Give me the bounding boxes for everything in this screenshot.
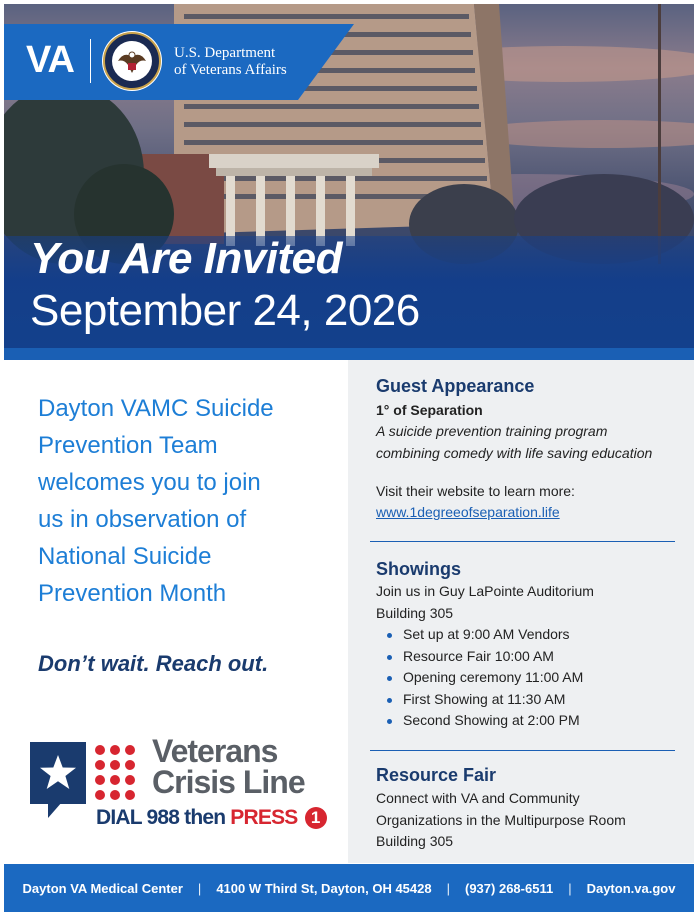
showings-location (376, 581, 686, 624)
schedule-item: Set up at 9:00 AM Vendors (386, 624, 583, 646)
program-desc-line-1: A suicide prevention training program (376, 423, 608, 439)
hero-divider (4, 348, 694, 360)
schedule-item: Opening ceremony 11:00 AM (386, 667, 583, 689)
guest-appearance-heading: Guest Appearance (376, 376, 535, 396)
welcome-line: welcomes you to join (38, 469, 261, 496)
resource-line-2: Organizations in the Multipurpose Room (376, 811, 626, 828)
schedule-item: Second Showing at 2:00 PM (386, 710, 583, 732)
invite-headline: You Are Invited (30, 234, 342, 283)
va-seal-icon (102, 31, 162, 91)
dial-instructions (96, 806, 327, 830)
welcome-message (38, 390, 338, 612)
footer-separator: | (568, 880, 572, 896)
footer-separator: | (197, 880, 202, 896)
welcome-line: Prevention Month (38, 580, 227, 607)
resource-line-1: Connect with VA and Community (376, 790, 580, 806)
va-logo: VA (26, 39, 74, 81)
header-divider (90, 39, 91, 83)
resource-fair-heading: Resource Fair (376, 765, 497, 785)
program-name: 1° of Separation (376, 402, 483, 418)
veterans-crisis-line-logo (30, 733, 321, 838)
footer-bar (4, 864, 694, 912)
event-date: September 24, 2026 (30, 286, 420, 335)
program-desc-line-2: combining comedy with life saving education (376, 444, 653, 461)
program-description (376, 421, 686, 464)
visit-website-text: Visit their website to learn more: (376, 483, 575, 499)
dept-line-2: of Veterans Affairs (174, 62, 287, 78)
dots-grid-icon (94, 744, 148, 800)
welcome-line: Prevention Team (38, 432, 218, 459)
welcome-line: us in observation of (38, 506, 247, 533)
resource-line-3: Building 305 (376, 833, 454, 849)
department-name (174, 45, 287, 79)
footer-facility-name: Dayton VA Medical Center (22, 880, 183, 896)
crisis-title-line-1: Veterans (152, 733, 278, 769)
showings-heading: Showings (376, 559, 461, 579)
dial-text: DIAL 988 then (96, 806, 226, 829)
star-icon (38, 752, 78, 792)
showings-schedule-list (386, 624, 583, 732)
press-number-badge: 1 (305, 807, 327, 829)
section-divider (370, 750, 675, 751)
schedule-item: First Showing at 11:30 AM (386, 689, 583, 711)
welcome-line: National Suicide (38, 543, 212, 570)
resource-fair-details (376, 788, 686, 853)
schedule-item: Resource Fair 10:00 AM (386, 646, 583, 668)
footer-address: 4100 W Third St, Dayton, OH 45428 (216, 880, 432, 896)
program-website-link[interactable]: www.1degreeofseparation.life (376, 504, 560, 520)
dept-line-1: U.S. Department (174, 45, 276, 61)
location-line-1: Join us in Guy LaPointe Auditorium (376, 583, 594, 599)
section-divider (370, 541, 675, 542)
footer-separator: | (446, 880, 450, 896)
welcome-line: Dayton VAMC Suicide (38, 395, 274, 422)
footer-phone: (937) 268-6511 (465, 880, 554, 896)
location-line-2: Building 305 (376, 604, 454, 621)
crisis-line-title (152, 733, 305, 800)
press-text: PRESS (230, 806, 298, 829)
footer-website-link[interactable]: Dayton.va.gov (586, 880, 676, 896)
speech-bubble-tail (48, 802, 62, 818)
crisis-title-line-2: Crisis Line (152, 764, 305, 800)
tagline: Don’t wait. Reach out. (38, 651, 269, 676)
